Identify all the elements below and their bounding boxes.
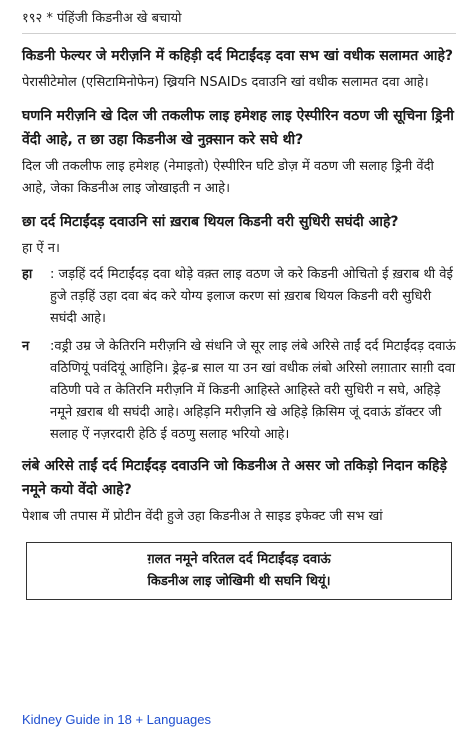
warning-box (26, 542, 452, 600)
question-2: घणनि मरीज़नि खे दिल जी तकलीफ लाइ हमेशह लाइ ऐस्पीरिन वठण जी सूचिना ड्रिनी वेंदी आहे, त छा उहा किडनीअ खे नुक़्सान करे सघे थी? (22, 108, 454, 148)
list-mark-no: न (22, 339, 30, 354)
list-text-yes: : जड़हिं दर्द मिटाईंदड़ दवा थोड़े वक़्त लाइ वठण जे करे किडनी ओचितो ई ख़राब थी वेई हुजे तड़हिं उहा दवा बंद करे योग्य इलाज करण सां ख़राब थियल किडनी वरी सुधिरी सघंदी आहे। (50, 267, 453, 326)
warning-line-2: किडनीअ लाइ जोखिमी थी सघनि थियूं। (147, 574, 331, 589)
kidney-guide-link[interactable]: Kidney Guide in 18 + Languages (22, 712, 212, 727)
page-header: १९२ * पंहिंजी किडनीअ खे बचायो (22, 11, 182, 26)
answer-4: पेशाब जी तपास में प्रोटीन वेंदी हुजे उहा किडनीअ ते साइड इफेक्ट जी सभ खां (22, 509, 383, 524)
answer-3: हा ऐं न। (22, 241, 60, 256)
question-3: छा दर्द मिटाईंदड़ दवाउनि सां ख़राब थियल किडनी वरी सुधिरी सघंदी आहे? (22, 214, 399, 230)
question-1: किडनी फेल्यर जे मरीज़नि में कहिड़ी दर्द मिटाईंदड़ दवा सभ खां वधीक सलामत आहे? (22, 48, 454, 64)
list-item-yes (22, 264, 456, 330)
header-divider (22, 33, 456, 34)
page-content (22, 44, 456, 600)
warning-line-1: ग़लत नमूने वरितल दर्द मिटाईंदड़ दवाऊं (147, 552, 331, 567)
answer-2: दिल जी तकलीफ लाइ हमेशह (नेमाइतो) ऐस्पीरिन घटि डोज़ में वठण जी सलाह ड्रिनी वेंदी आहे, जेका किडनीअ लाइ जोखाइती न आहे। (22, 159, 434, 196)
list-item-no (22, 336, 456, 446)
answer-1: पेरासीटेमोल (एसिटामिनोफेन) ख्रियनि NSAIDs दवाउनि खां वधीक सलामत दवा आहे। (22, 75, 429, 90)
question-4: लंबे अरिसे ताईं दर्द मिटाईंदड़ दवाउनि जो किडनीअ ते असर जो तकिड़ो निदान कहिड़े नमूने कयो वेंदो आहे? (22, 458, 447, 498)
list-text-no: :वड्री उम्र जे केतिरनि मरीज़नि खे संधनि जे सूर लाइ लंबे अरिसे ताईं दर्द मिटाईंदड़ दवाऊं वठिणियूं पवंदियूं आहिनि। ड्रेढ़-ब्र साल या उन खां वधीक लंबो अरिसो लग़ातार साग़ी दवा वठिणी पवे त केतिरनि मरीज़नि में किडनी आहिस्ते आहिस्ते वरी सुधिरी न सघे, अहिड़े नमूने ख़राब थी सघंदी आहे। अहिड़नि मरीज़नि खे अहिड़े क़िसिम जूं दवाऊं डॉक्टर जी सलाह ऐं नज़रदारी हेठि ई वठणु सलाह भरियो आहे। (50, 339, 456, 442)
list-mark-yes: हा (22, 267, 33, 282)
